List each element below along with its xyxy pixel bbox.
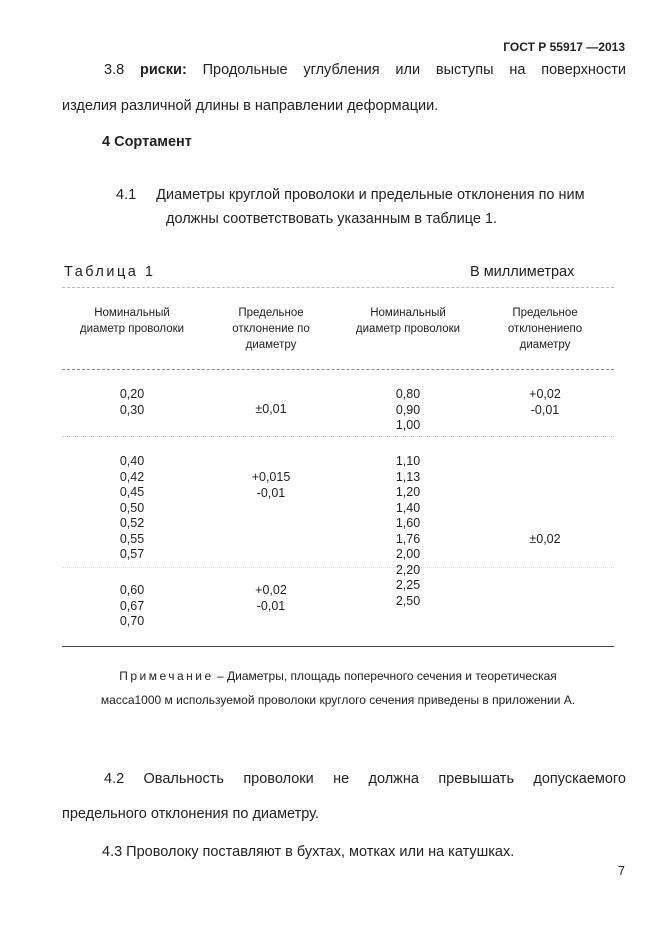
value: 0,70 (119, 614, 145, 628)
value: -0,01 (256, 598, 286, 613)
table-cell (340, 387, 476, 434)
clause-number: 4.2 (104, 771, 125, 787)
word: Овальность (143, 771, 224, 787)
value: 2,50 (395, 593, 421, 608)
value: 0,50 (119, 500, 145, 515)
para-4-1-line1 (116, 187, 585, 203)
value: 0,90 (395, 402, 421, 417)
value: 1,60 (395, 516, 421, 530)
definition-3-8-line2: изделия различной длины в направлении деформации. (62, 98, 439, 114)
value: +0,015 (251, 470, 291, 484)
section-heading: 4 Сортамент (102, 134, 192, 150)
para-text: Диаметры круглой проволоки и предельные отклонения по ним (156, 187, 585, 203)
table-cell (202, 583, 340, 614)
value: -0,01 (530, 402, 560, 417)
note-text: масса1000 м используемой проволоки круглого сечения приведены в приложении А. (100, 693, 576, 707)
value: 0,60 (119, 583, 145, 597)
value: 1,13 (395, 469, 421, 484)
para-4-3: 4.3 Проволоку поставляют в бухтах, мотках или на катушках. (102, 844, 515, 860)
table-group-rule (62, 436, 614, 437)
word: допускаемого (533, 771, 626, 787)
clause-number: 4.1 (116, 187, 137, 203)
definition-3-8-line1 (104, 62, 626, 78)
para-4-2-line2: предельного отклонения по диаметру. (62, 806, 319, 822)
table-group-rule (62, 567, 614, 568)
table-cell (62, 454, 202, 563)
para-4-1-line2: должны соответствовать указанным в таблице 1. (166, 211, 498, 227)
table-cell (340, 454, 476, 609)
word: выступы (435, 62, 494, 78)
value: 0,20 (119, 387, 145, 401)
table-title: Таблица 1 (64, 264, 156, 280)
value: 1,00 (395, 418, 421, 432)
value: 0,55 (119, 531, 145, 546)
value: +0,02 (255, 583, 287, 597)
term: риски: (139, 62, 187, 78)
value: 0,42 (119, 469, 145, 484)
table-cell (62, 387, 202, 418)
table-bottom-rule (62, 646, 614, 647)
table-header-cell: Номинальный диаметр проволоки (355, 307, 461, 335)
table-units: В миллиметрах (470, 264, 575, 280)
value: 0,57 (119, 547, 145, 561)
value: ±0,02 (529, 532, 561, 546)
note-text: – Диаметры, площадь поперечного сечения и теоретическая (213, 669, 557, 683)
value: 1,76 (395, 531, 421, 546)
table-cell (202, 470, 340, 501)
value: 0,45 (119, 485, 145, 499)
value: ±0,01 (255, 402, 287, 416)
value: 2,00 (395, 547, 421, 561)
document-header: ГОСТ Р 55917 —2013 (503, 40, 625, 54)
word: не (333, 771, 350, 787)
word: или (395, 62, 421, 78)
word: превышать (438, 771, 515, 787)
value: -0,01 (256, 485, 286, 500)
value: 1,20 (395, 485, 421, 499)
table-note (62, 664, 614, 712)
value: 0,80 (395, 387, 421, 401)
value: 0,30 (119, 402, 145, 417)
page-number: 7 (618, 864, 625, 878)
word: Продольные (202, 62, 288, 78)
value: +0,02 (529, 387, 561, 401)
word: на (509, 62, 526, 78)
value: 0,40 (119, 454, 145, 468)
value: 2,20 (395, 562, 421, 577)
table-top-rule (62, 287, 614, 288)
word: поверхности (541, 62, 626, 78)
table-header-cell: Предельное отклонение по диаметру (232, 307, 310, 351)
note-label: Примечание (119, 669, 214, 683)
table-cell (476, 532, 614, 548)
word: должна (368, 771, 419, 787)
table-header-rule (62, 369, 614, 370)
word: углубления (303, 62, 380, 78)
value: 0,52 (119, 516, 145, 530)
table-header-cell: Предельное отклонениепо диаметру (507, 307, 583, 351)
table-cell (202, 402, 340, 418)
para-4-2-line1 (104, 771, 626, 787)
clause-number: 3.8 (104, 62, 125, 78)
table-cell (62, 583, 202, 630)
table-cell (476, 387, 614, 418)
value: 0,67 (119, 598, 145, 613)
value: 2,25 (395, 578, 421, 592)
value: 1,10 (395, 454, 421, 468)
word: проволоки (243, 771, 314, 787)
table-header-cell: Номинальный диаметр проволоки (79, 307, 185, 335)
value: 1,40 (395, 500, 421, 515)
